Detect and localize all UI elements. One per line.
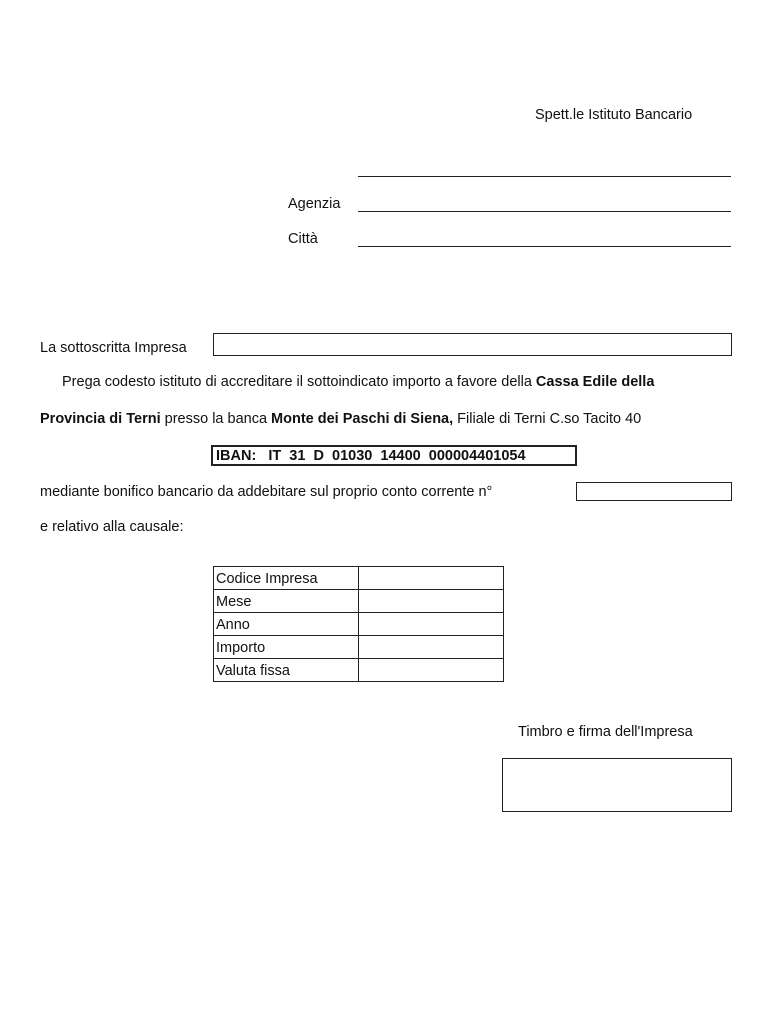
bank-name-text: Monte dei Paschi di Siena, [271, 411, 454, 427]
presso-text: presso la banca [160, 411, 272, 427]
conto-field[interactable] [576, 482, 732, 501]
table-row [214, 590, 504, 613]
row-value-codice-impresa[interactable] [359, 567, 504, 590]
bank-name-line[interactable] [358, 176, 731, 177]
causale-table [213, 566, 504, 682]
table-row [214, 636, 504, 659]
row-label-importo: Importo [214, 636, 359, 659]
table-row [214, 567, 504, 590]
request-text: Prega codesto istituto di accreditare il sottoindicato importo a favore della [62, 374, 536, 390]
citta-field[interactable] [358, 246, 731, 247]
table-row [214, 613, 504, 636]
row-label-anno: Anno [214, 613, 359, 636]
conto-label: mediante bonifico bancario da addebitare sul proprio conto corrente n° [40, 484, 493, 500]
causale-label: e relativo alla causale: [40, 519, 184, 535]
request-line-1 [62, 374, 654, 390]
agenzia-label: Agenzia [288, 196, 341, 212]
row-value-anno[interactable] [359, 613, 504, 636]
row-value-valuta-fissa[interactable] [359, 659, 504, 682]
row-label-codice-impresa: Codice Impresa [214, 567, 359, 590]
agenzia-field[interactable] [358, 211, 731, 212]
table-row [214, 659, 504, 682]
request-line-2 [40, 411, 641, 427]
citta-label: Città [288, 231, 318, 247]
row-value-importo[interactable] [359, 636, 504, 659]
impresa-label: La sottoscritta Impresa [40, 340, 187, 356]
iban-box: IBAN: IT 31 D 01030 14400 000004401054 [211, 445, 577, 466]
firma-box[interactable] [502, 758, 732, 812]
firma-label: Timbro e firma dell'Impresa [518, 724, 693, 740]
row-label-valuta-fissa: Valuta fissa [214, 659, 359, 682]
cassa-edile-text: Cassa Edile della [535, 374, 655, 390]
filiale-text: Filiale di Terni C.so Tacito 40 [453, 411, 642, 427]
recipient-title: Spett.le Istituto Bancario [535, 107, 693, 123]
row-label-mese: Mese [214, 590, 359, 613]
impresa-field[interactable] [213, 333, 732, 356]
row-value-mese[interactable] [359, 590, 504, 613]
provincia-text: Provincia di Terni [40, 411, 161, 427]
